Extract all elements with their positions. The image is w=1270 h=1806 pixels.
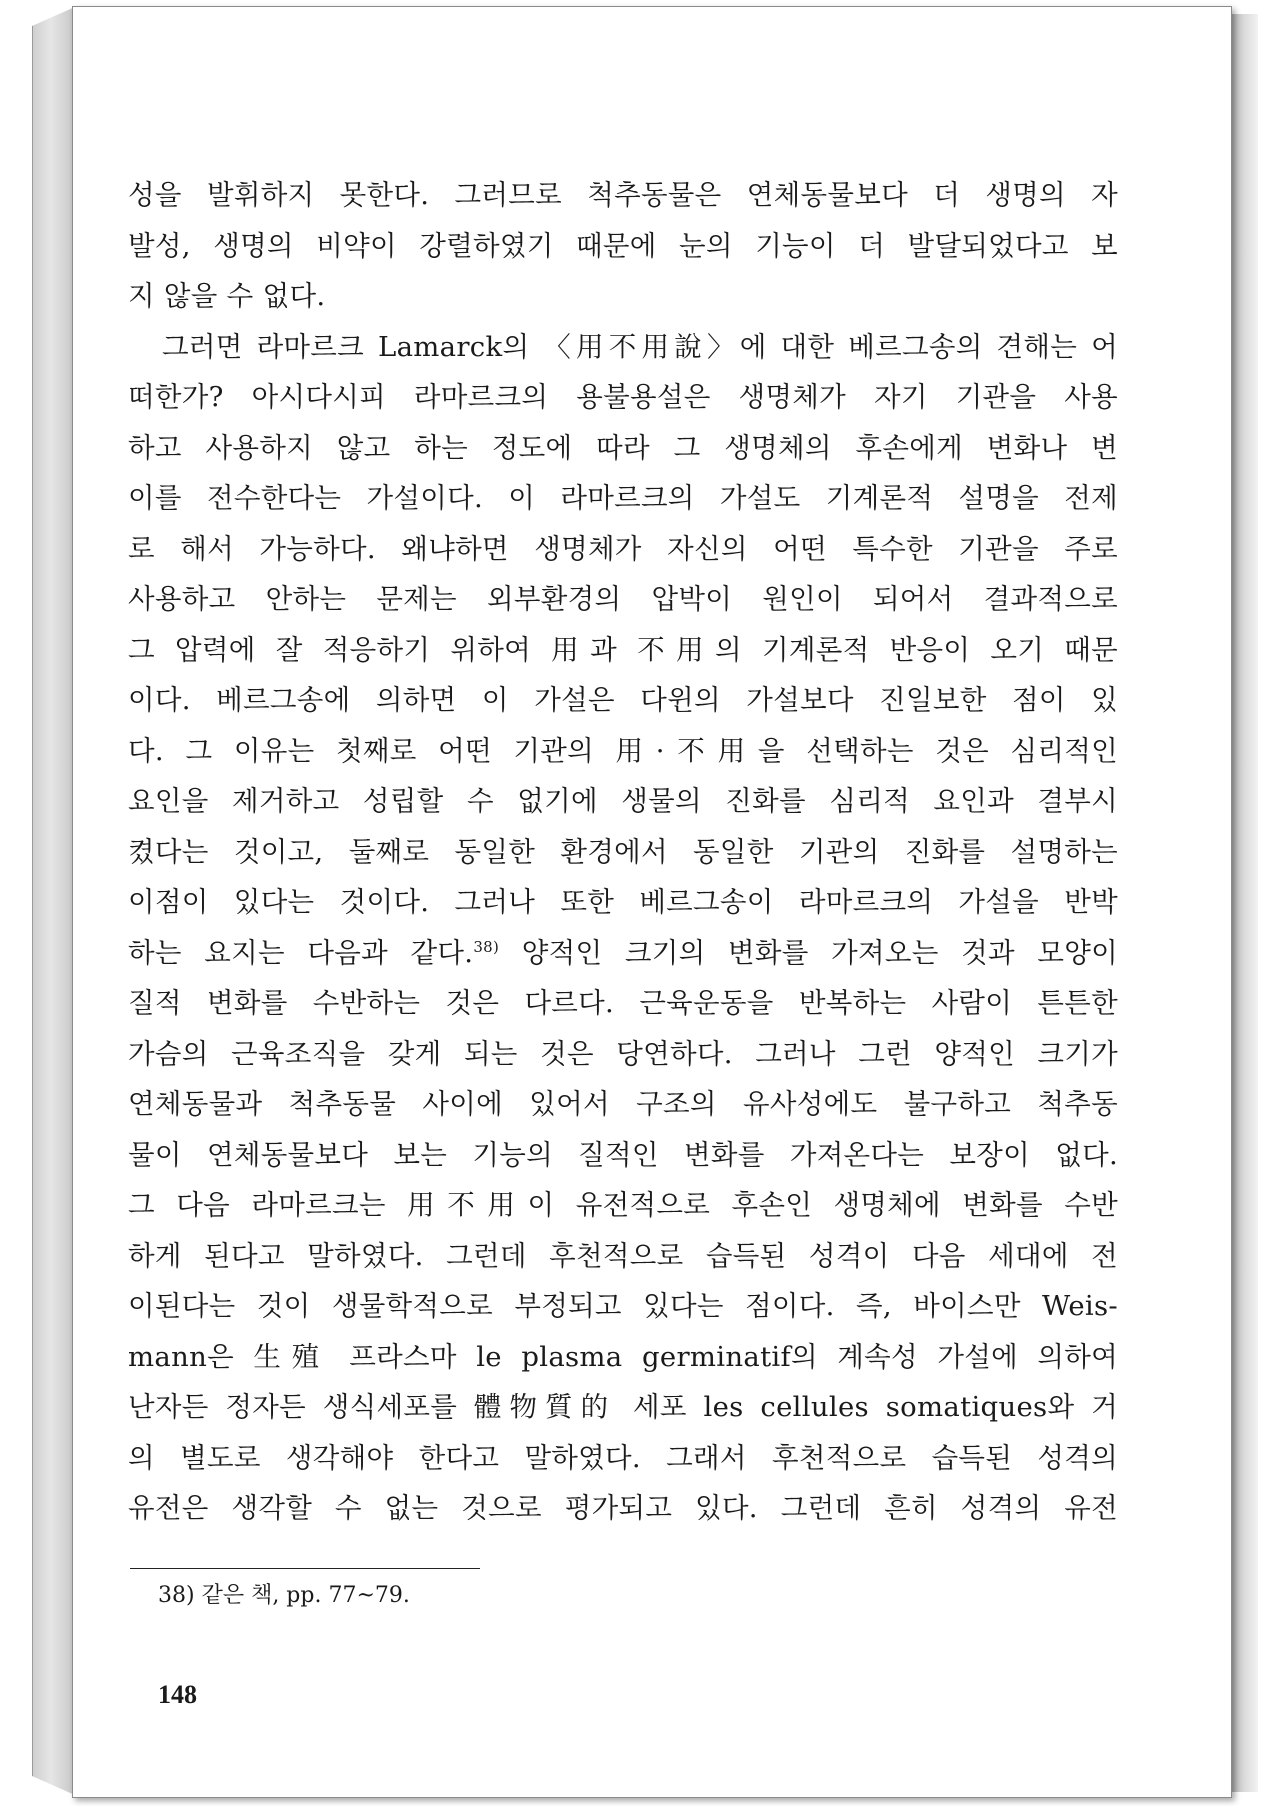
text-line: 유전은 생각할 수 없는 것으로 평가되고 있다. 그런데 흔히 성격의 유전 (128, 1492, 1118, 1524)
text-line-end: 양적인 크기의 변화를 가져오는 것과 모양이 (521, 936, 1118, 969)
body-text (128, 170, 1118, 1534)
text-line: 물이 연체동물보다 보는 기능의 질적인 변화를 가져온다는 보장이 없다. (128, 1138, 1118, 1171)
page-edge-shadow (1232, 14, 1258, 1792)
text-line: 이점이 있다는 것이다. 그러나 또한 베르그송이 라마르크의 가설을 반박 (128, 886, 1118, 918)
text-line: 하고 사용하지 않고 하는 정도에 따라 그 생명체의 후손에게 변화나 변 (128, 431, 1118, 464)
footnote: 38) 같은 책, pp. 77~79. (158, 1583, 410, 1608)
text-line: 요인을 제거하고 성립할 수 없기에 생물의 진화를 심리적 요인과 결부시 (128, 785, 1118, 817)
page-number: 148 (158, 1680, 197, 1709)
text-line: 켰다는 것이고, 둘째로 동일한 환경에서 동일한 기관의 진화를 설명하는 (128, 835, 1118, 868)
text-line-with-footnote (128, 928, 1118, 979)
text-line: 다. 그 이유는 첫째로 어떤 기관의 用·不用을 선택하는 것은 심리적인 (128, 734, 1118, 767)
text-line: 질적 변화를 수반하는 것은 다르다. 근육운동을 반복하는 사람이 튼튼한 (128, 987, 1118, 1019)
text-line: 사용하고 안하는 문제는 외부환경의 압박이 원인이 되어서 결과적으로 (128, 583, 1118, 615)
text-line: 발성, 생명의 비약이 강렬하였기 때문에 눈의 기능이 더 발달되었다고 보 (128, 229, 1118, 262)
text-line: 의 별도로 생각해야 한다고 말하였다. 그래서 후천적으로 습득된 성격의 (128, 1441, 1118, 1474)
text-line: 이를 전수한다는 가설이다. 이 라마르크의 가설도 기계론적 설명을 전제 (128, 482, 1118, 514)
text-line: 가슴의 근육조직을 갖게 되는 것은 당연하다. 그러나 그런 양적인 크기가 (128, 1037, 1118, 1070)
text-line: 그 압력에 잘 적응하기 위하여 用과 不用의 기계론적 반응이 오기 때문 (128, 633, 1118, 666)
text-line: 성을 발휘하지 못한다. 그러므로 척추동물은 연체동물보다 더 생명의 자 (128, 179, 1118, 211)
text-line: 지 않을 수 없다. (128, 280, 326, 312)
text-line: 난자든 정자든 생식세포를 體物質的 세포 les cellules somatiques와 거 (128, 1391, 1118, 1423)
text-line: 그러면 라마르크 Lamarck의 〈用不用說〉에 대한 베르그송의 견해는 어 (162, 330, 1118, 363)
text-line: 떠한가? 아시다시피 라마르크의 용불용설은 생명체가 자기 기관을 사용 (128, 381, 1118, 413)
text-line: 이다. 베르그송에 의하면 이 가설은 다윈의 가설보다 진일보한 점이 있 (128, 684, 1118, 716)
text-line-start: 하는 요지는 다음과 같다. (128, 936, 474, 969)
footnote-marker: 38) (473, 937, 500, 956)
footnote-divider (130, 1568, 480, 1569)
text-line: 이된다는 것이 생물학적으로 부정되고 있다는 점이다. 즉, 바이스만 Weis- (128, 1290, 1118, 1322)
text-line: 연체동물과 척추동물 사이에 있어서 구조의 유사성에도 불구하고 척추동 (128, 1088, 1118, 1120)
book-spine (32, 6, 77, 1796)
text-line: mann은 生殖 프라스마 le plasma germinatif의 계속성 가설에 의하여 (128, 1340, 1118, 1373)
text-line: 그 다음 라마르크는 用不用이 유전적으로 후손인 생명체에 변화를 수반 (128, 1189, 1118, 1221)
text-line: 하게 된다고 말하였다. 그런데 후천적으로 습득된 성격이 다음 세대에 전 (128, 1239, 1118, 1272)
text-line: 로 해서 가능하다. 왜냐하면 생명체가 자신의 어떤 특수한 기관을 주로 (128, 532, 1118, 565)
